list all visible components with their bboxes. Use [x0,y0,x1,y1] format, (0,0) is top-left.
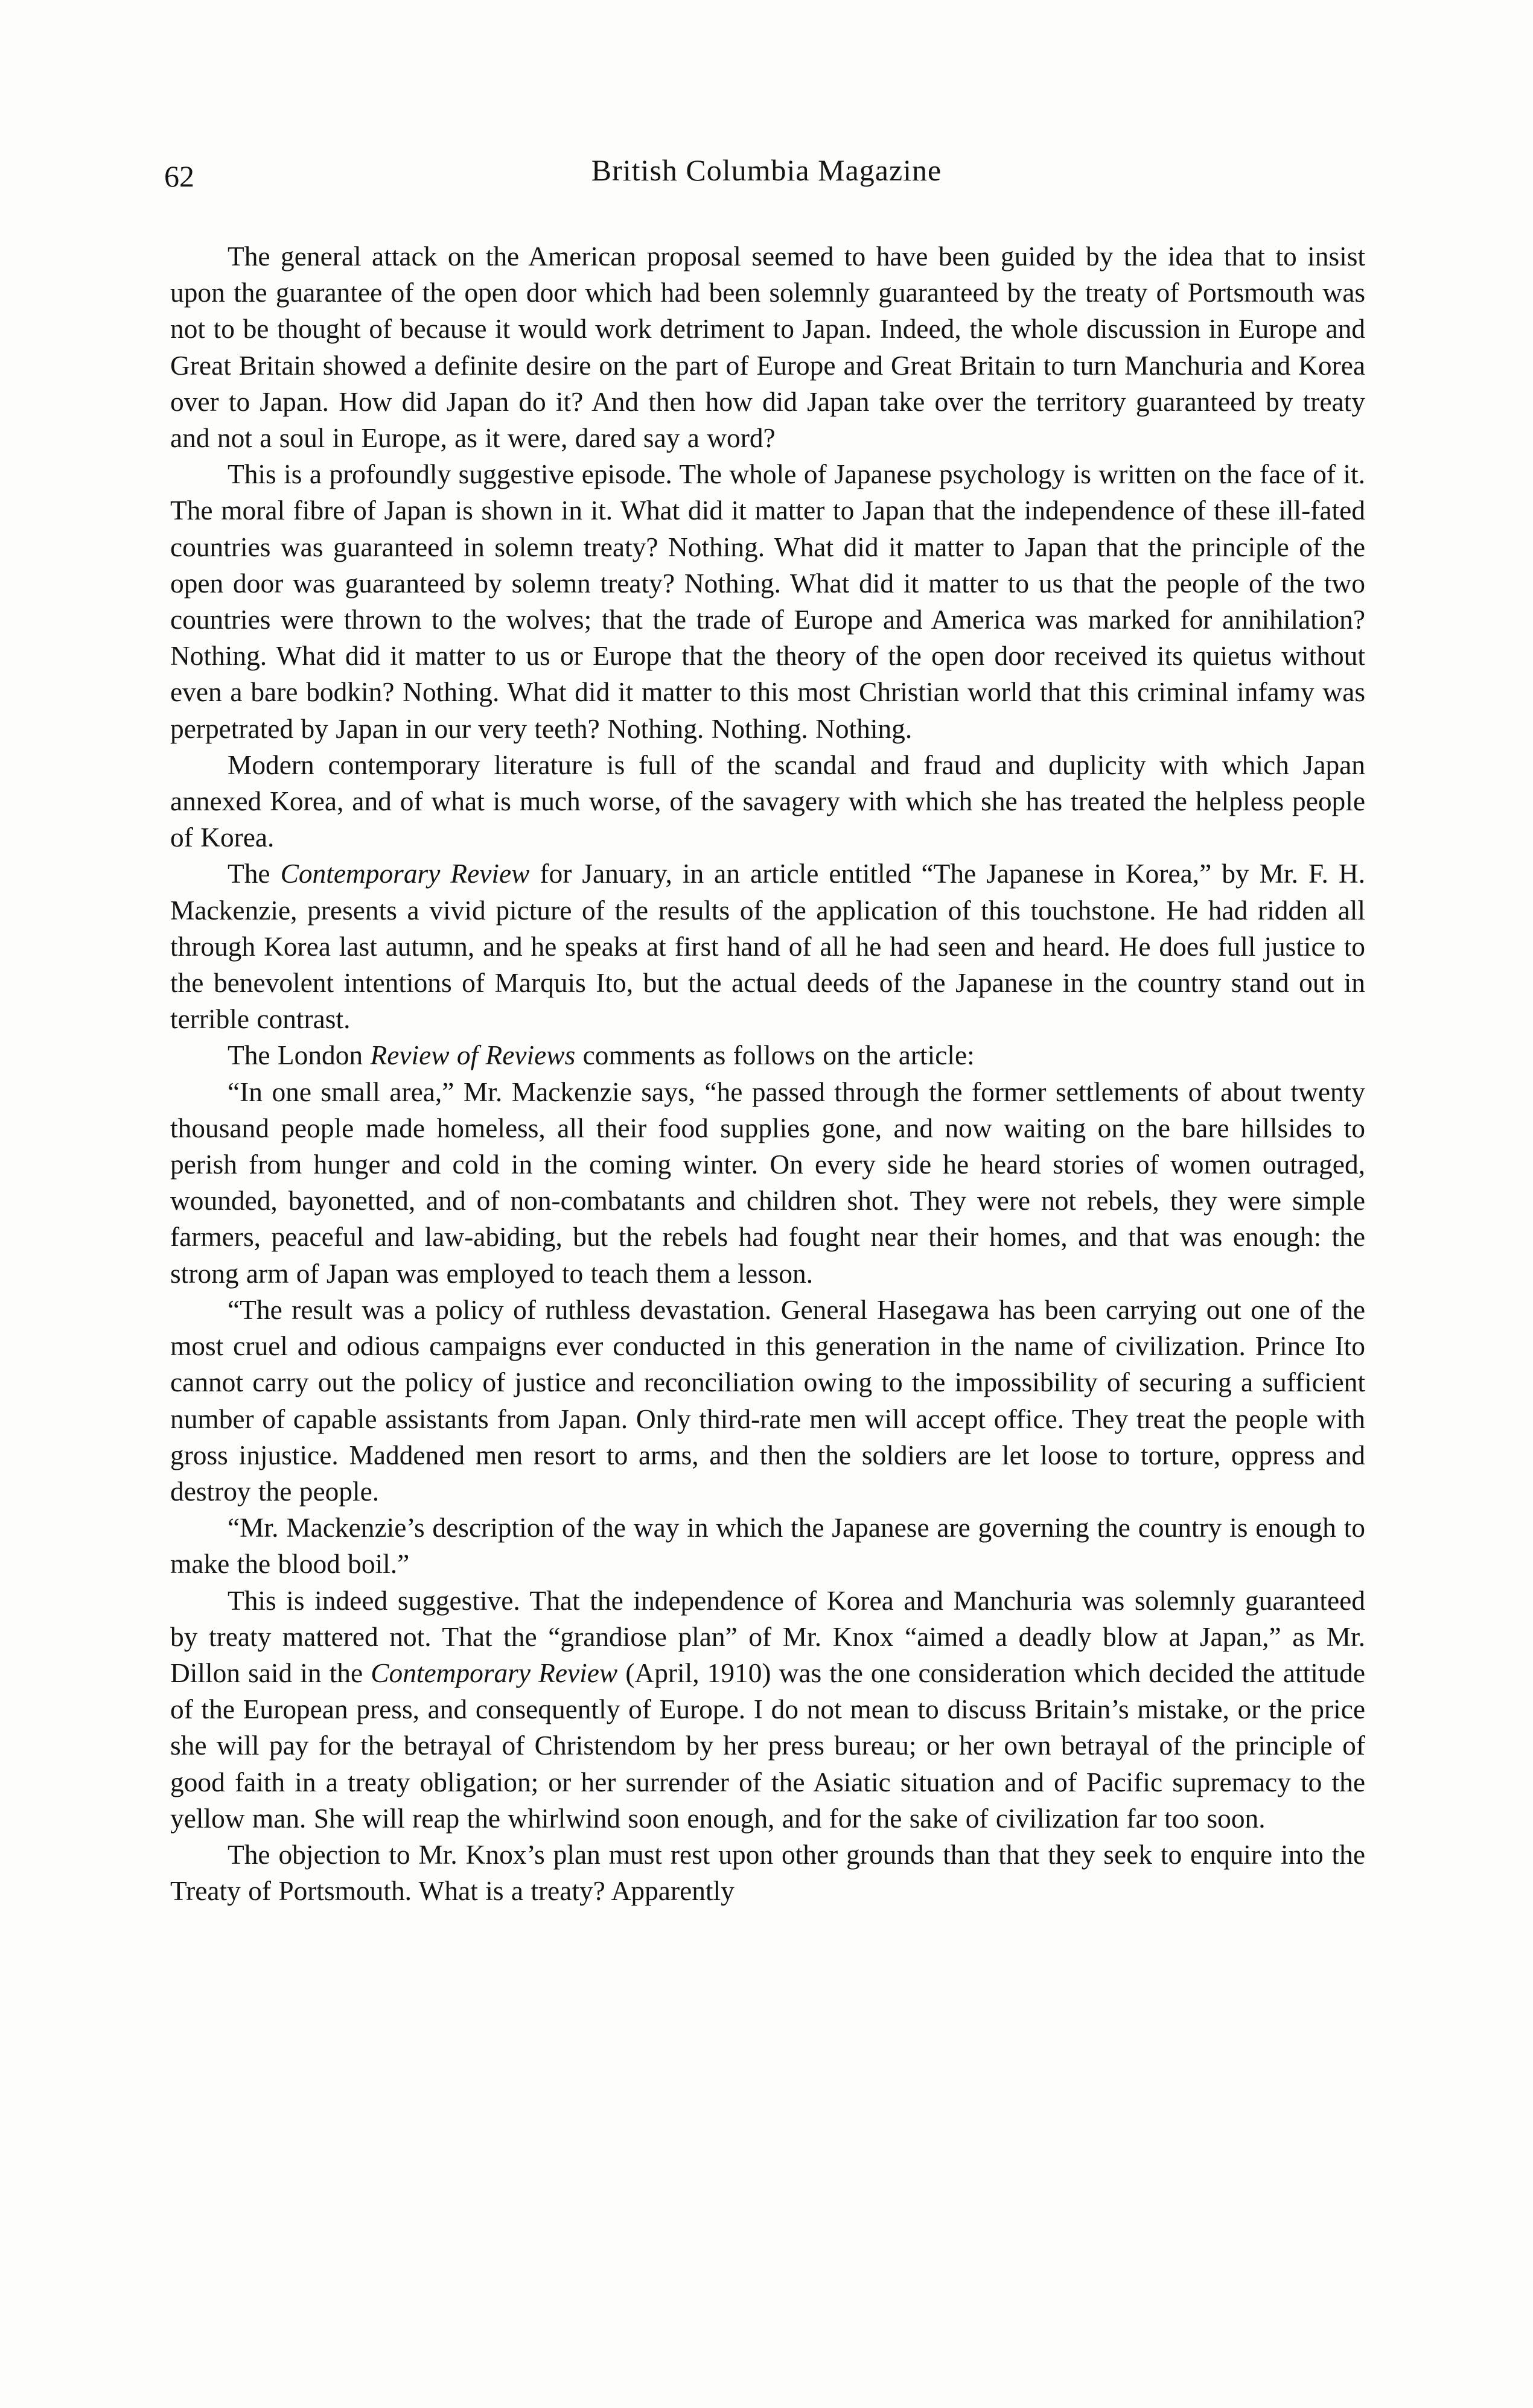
quoted-paragraph: “In one small area,” Mr. Mackenzie says, “he passed through the former settlements of about twenty thousand people made homeless, all their food supplies gone, and now waiting on the bare hillsides to perish from hunger and cold in the coming winter. On every side he heard stories of women outraged, wounded, bayonetted, and of non-combatants and children shot. They were not rebels, they were simple farmers, peaceful and law-abiding, but the rebels had fought near their homes, and that was enough: the strong arm of Japan was employed to teach them a lesson. [170,1076,1365,1289]
paragraph-text-end: (April, 1910) was the one consideration which decided the attitude of the European press, and consequently of Europe. I do not mean to discuss Britain’s mistake, or the price she will pay for the betrayal of Christendom by her press bureau; or her own betrayal of the principle of good faith in a treaty obligation; or her surrender of the Asiatic situation and of Pacific supremacy to the yellow man. She will reap the whirlwind soon enough, and for the sake of civilization far too soon. [170,1657,1366,1834]
paragraph: Modern contemporary literature is full of the scandal and fraud and duplicity with which Japan annexed Korea, and of what is much worse, of the savagery with which she has treated the helpless people of Korea. [170,749,1365,853]
page-number: 62 [164,159,194,193]
paragraph: The objection to Mr. Knox’s plan must rest upon other grounds than that they seek to enquire into the Treaty of Portsmouth. What is a treaty? Apparently [170,1839,1365,1907]
publication-title: Review of Reviews [370,1040,576,1071]
publication-title: Contemporary Review [371,1657,618,1688]
paragraph [170,856,1365,1037]
paragraph-text-start: The London [228,1040,371,1071]
running-title: British Columbia Magazine [591,153,942,187]
paragraph [170,1583,1365,1837]
paragraph-text-end: for January, in an article entitled “The Japanese in Korea,” by Mr. F. H. Mackenzie, presents a vivid picture of the results of the application of this touchstone. He had ridden all through Korea last autumn, and he speaks at first hand of all he had seen and heard. He does full justice to the benevolent intentions of Marquis Ito, but the actual deeds of the Japanese in the country stand out in terrible contrast. [170,859,1366,1035]
paragraph-text-end: comments as follows on the article: [575,1040,975,1071]
publication-title: Contemporary Review [280,859,530,889]
paragraph: The general attack on the American proposal seemed to have been guided by the idea that to insist upon the guarantee of the open door which had been solemnly guaranteed by the treaty of Portsmouth was not to be thought of because it would work detriment to Japan. Indeed, the whole discussion in Europe and Great Britain showed a definite desire on the part of Europe and Great Britain to turn Manchuria and Korea over to Japan. How did Japan do it? And then how did Japan take over the territory guaranteed by treaty and not a soul in Europe, as it were, dared say a word? [170,241,1365,454]
article-body [170,238,1365,1909]
paragraph [170,1037,1365,1073]
paragraph: This is a profoundly suggestive episode. The whole of Japanese psychology is written on the face of it. The moral fibre of Japan is shown in it. What did it matter to Japan that the independence of these ill-fated countries was guaranteed in solemn treaty? Nothing. What did it matter to Japan that the principle of the open door was guaranteed by solemn treaty? Nothing. What did it matter to us that the people of the two countries were thrown to the wolves; that the trade of Europe and America was marked for annihilation? Nothing. What did it matter to us or Europe that the theory of the open door received its quietus without even a bare bodkin? Nothing. What did it matter to this most Christian world that this criminal infamy was perpetrated by Japan in our very teeth? Nothing. Nothing. Nothing. [170,459,1365,744]
quoted-paragraph: “Mr. Mackenzie’s description of the way in which the Japanese are governing the country is enough to make the blood boil.” [170,1513,1365,1580]
quoted-paragraph: “The result was a policy of ruthless devastation. General Hasegawa has been carrying out one of the most cruel and odious campaigns ever conducted in this generation in the name of civilization. Prince Ito cannot carry out the policy of justice and reconciliation owing to the impossibility of securing a sufficient number of capable assistants from Japan. Only third-rate men will accept office. They treat the people with gross injustice. Maddened men resort to arms, and then the soldiers are let loose to torture, oppress and destroy the people. [170,1294,1365,1507]
paragraph-text-start: The [228,859,281,889]
paragraph-text-start: This is indeed suggestive. That the independence of Korea and Manchuria was solemnly guaranteed by treaty mattered not. That the “grandiose plan” of Mr. Knox “aimed a deadly blow at Japan,” as Mr. Dillon said in the [170,1585,1365,1688]
